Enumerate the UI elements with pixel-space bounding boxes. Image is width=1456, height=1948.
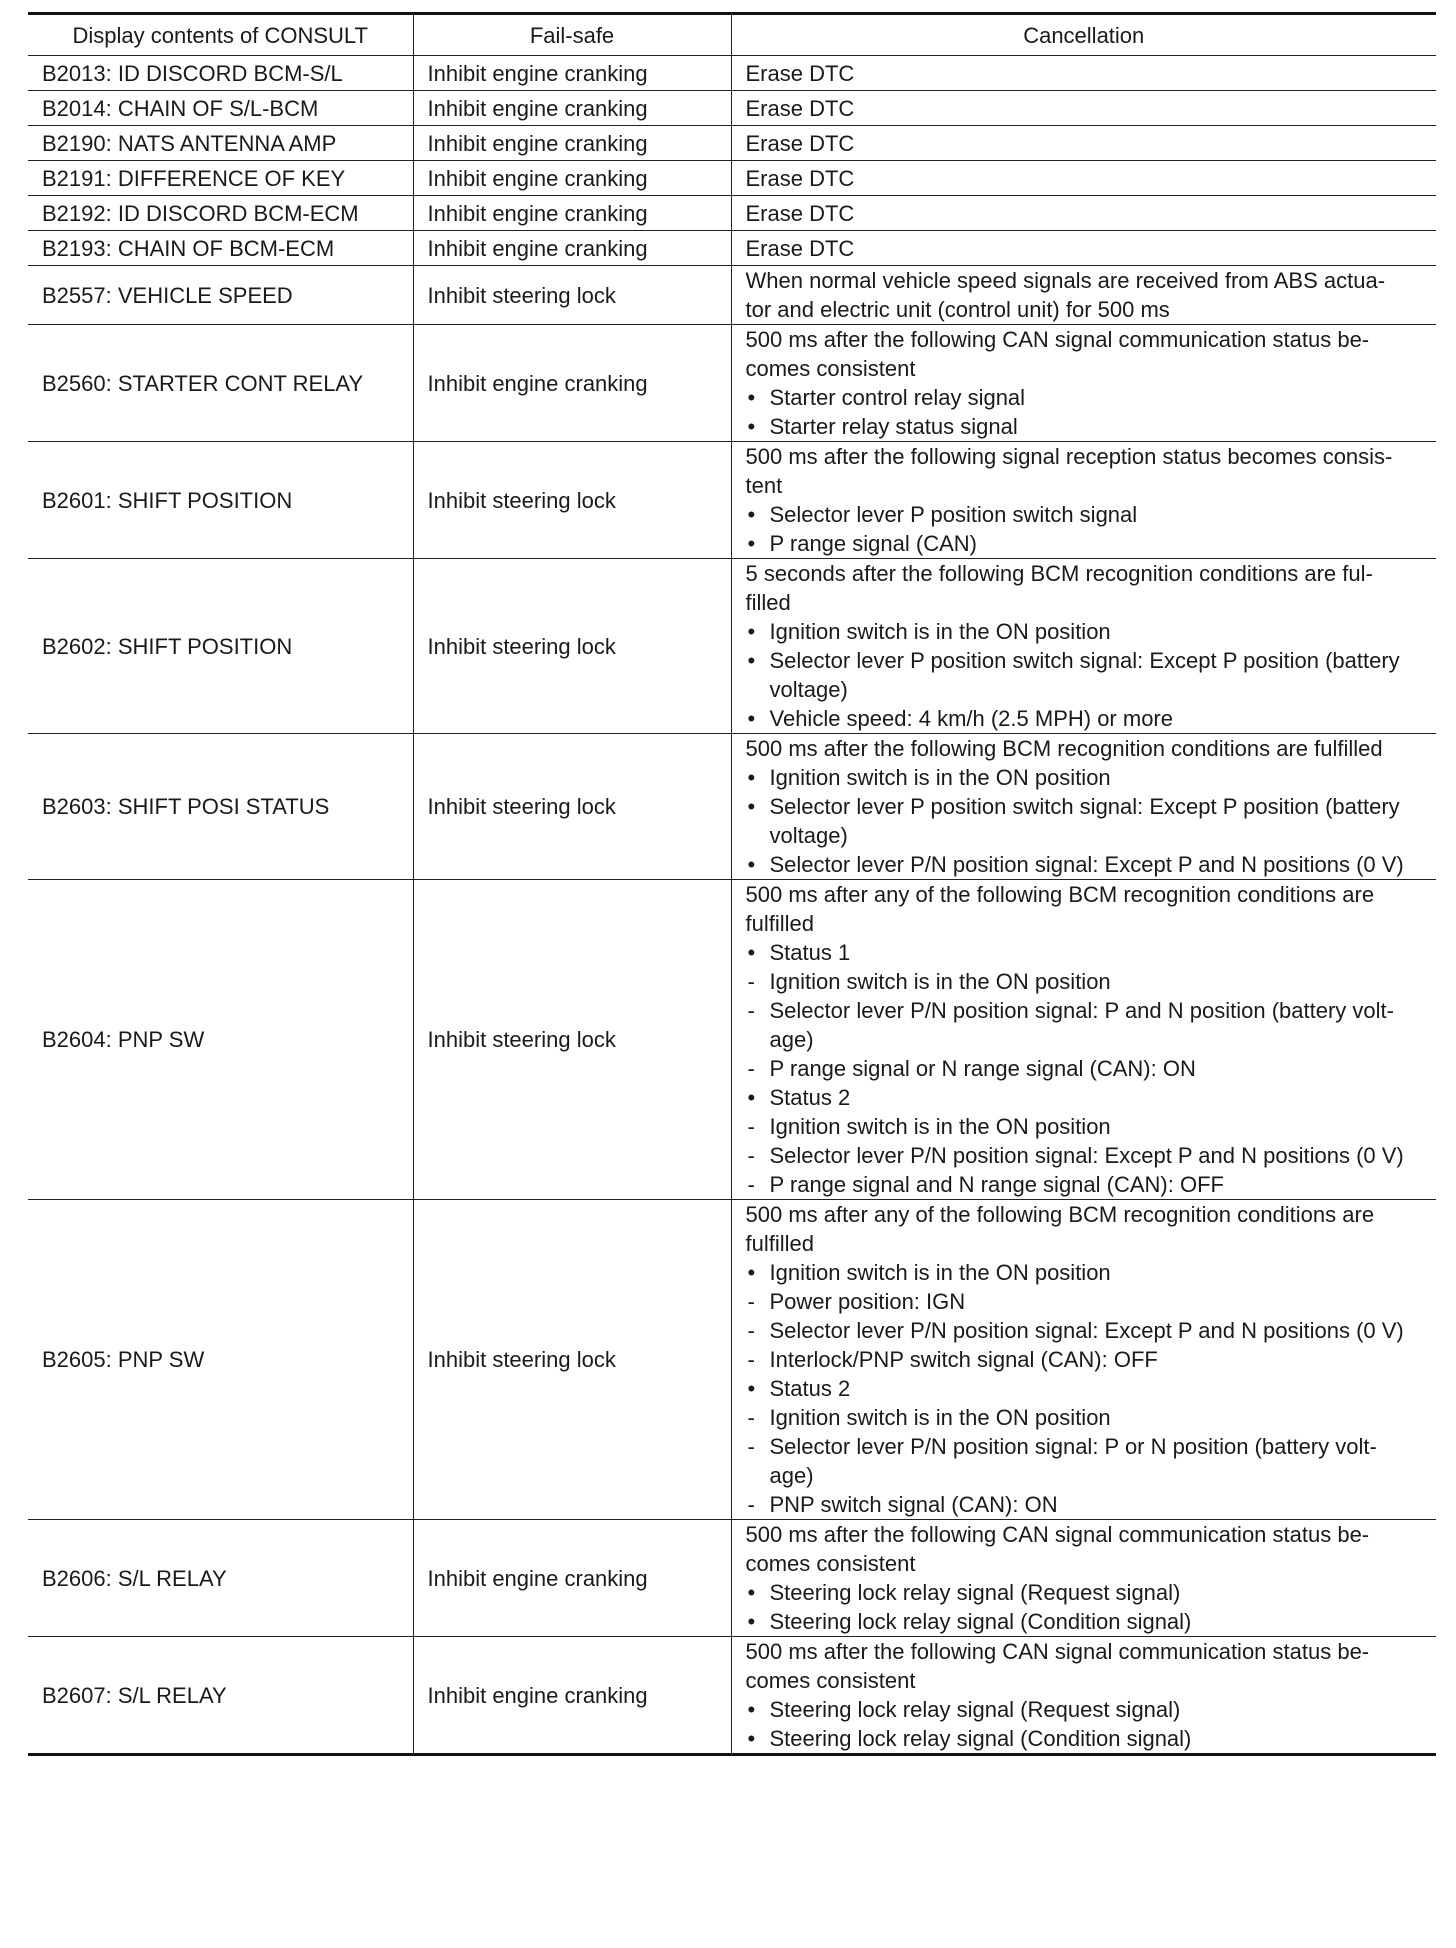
cancellation-cell [731, 91, 1436, 126]
cancellation-item-text: voltage) [769, 677, 848, 702]
cancellation-text: Erase DTC [745, 95, 855, 121]
cancellation-item [746, 792, 1437, 821]
dtc-display-cell: B2603: SHIFT POSI STATUS [28, 734, 413, 880]
dash-marker: - [747, 1347, 755, 1372]
fail-safe-cell: Inhibit steering lock [413, 734, 731, 880]
cancellation-item [746, 1374, 1437, 1403]
dtc-display-cell: B2606: S/L RELAY [28, 1520, 413, 1637]
cancellation-item [746, 1345, 1437, 1374]
cancellation-item [746, 1287, 1437, 1316]
cancellation-item [746, 617, 1437, 646]
cancellation-cell [731, 196, 1436, 231]
cancellation-item-text: Selector lever P/N position signal: P or N position (battery volt- [769, 1434, 1377, 1459]
bullet-marker: • [747, 385, 756, 410]
cancellation-item-text: P range signal or N range signal (CAN): ON [769, 1056, 1196, 1081]
cancellation-item-text: Ignition switch is in the ON position [769, 619, 1111, 644]
dtc-display-cell: B2193: CHAIN OF BCM-ECM [28, 231, 413, 266]
cancellation-item-text: Vehicle speed: 4 km/h (2.5 MPH) or more [769, 706, 1173, 731]
cancellation-item [746, 383, 1437, 412]
cancellation-text: 500 ms after any of the following BCM recognition conditions are [745, 1202, 1375, 1227]
table-header [28, 14, 1436, 56]
cancellation-text: comes consistent [745, 1668, 916, 1693]
cancellation-item-text: P range signal and N range signal (CAN): OFF [769, 1172, 1224, 1197]
cancellation-item [746, 967, 1437, 996]
cancellation-cell [731, 161, 1436, 196]
fail-safe-cell: Inhibit steering lock [413, 559, 731, 734]
fail-safe-cell: Inhibit engine cranking [413, 1520, 731, 1637]
cancellation-item [746, 704, 1437, 733]
fail-safe-cell: Inhibit engine cranking [413, 196, 731, 231]
header-cancellation: Cancellation [731, 14, 1436, 56]
bullet-marker: • [747, 1260, 756, 1285]
cancellation-item-text: Ignition switch is in the ON position [769, 765, 1111, 790]
dtc-display-cell: B2560: STARTER CONT RELAY [28, 325, 413, 442]
table-row [28, 91, 1436, 126]
cancellation-item [746, 1083, 1437, 1112]
cancellation-item-text: Steering lock relay signal (Request signal) [769, 1580, 1181, 1605]
table-row [28, 1200, 1436, 1520]
fail-safe-cell: Inhibit engine cranking [413, 161, 731, 196]
fail-safe-cell: Inhibit steering lock [413, 1200, 731, 1520]
cancellation-item-text: Steering lock relay signal (Condition signal) [769, 1609, 1192, 1634]
cancellation-text: 500 ms after the following CAN signal communication status be- [745, 1639, 1370, 1664]
cancellation-cell [731, 734, 1436, 880]
dash-marker: - [747, 1318, 755, 1343]
cancellation-text: comes consistent [745, 356, 916, 381]
cancellation-item-text: Selector lever P position switch signal: Except P position (battery [769, 794, 1400, 819]
cancellation-text: 500 ms after the following CAN signal communication status be- [745, 1522, 1370, 1547]
cancellation-text: filled [745, 590, 791, 615]
table-row [28, 126, 1436, 161]
header-fail-safe: Fail-safe [413, 14, 731, 56]
fail-safe-cell: Inhibit engine cranking [413, 1637, 731, 1755]
cancellation-text: 500 ms after the following signal reception status becomes consis- [745, 444, 1393, 469]
table-row [28, 56, 1436, 91]
cancellation-item-text: Starter relay status signal [769, 414, 1018, 439]
cancellation-text: 500 ms after any of the following BCM recognition conditions are [745, 882, 1375, 907]
cancellation-item [746, 529, 1437, 558]
fail-safe-cell: Inhibit engine cranking [413, 56, 731, 91]
header-row [28, 14, 1436, 56]
bullet-marker: • [747, 1726, 756, 1751]
bullet-marker: • [747, 1085, 756, 1110]
dash-marker: - [747, 1289, 755, 1314]
bullet-marker: • [747, 706, 756, 731]
cancellation-text: Erase DTC [745, 235, 855, 261]
cancellation-item-text: Ignition switch is in the ON position [769, 1260, 1111, 1285]
bullet-marker: • [747, 531, 756, 556]
cancellation-item-text: Ignition switch is in the ON position [769, 969, 1111, 994]
cancellation-item [746, 1025, 1437, 1054]
bullet-marker: • [747, 1580, 756, 1605]
cancellation-item [746, 1724, 1437, 1753]
cancellation-cell [731, 559, 1436, 734]
cancellation-text: Erase DTC [745, 200, 855, 226]
cancellation-cell [731, 1200, 1436, 1520]
header-display-contents: Display contents of CONSULT [28, 14, 413, 56]
table-body [28, 56, 1436, 1755]
fail-safe-cell: Inhibit engine cranking [413, 91, 731, 126]
cancellation-item-text: Selector lever P/N position signal: Except P and N positions (0 V) [769, 852, 1404, 877]
cancellation-cell [731, 231, 1436, 266]
table-row [28, 734, 1436, 880]
dtc-display-cell: B2604: PNP SW [28, 880, 413, 1200]
dash-marker: - [747, 1172, 755, 1197]
cancellation-item [746, 1490, 1437, 1519]
cancellation-cell [731, 325, 1436, 442]
cancellation-item [746, 675, 1437, 704]
cancellation-item [746, 1258, 1437, 1287]
cancellation-text: Erase DTC [745, 165, 855, 191]
cancellation-item [746, 1432, 1437, 1461]
cancellation-item-text: age) [769, 1463, 814, 1488]
dash-marker: - [747, 969, 755, 994]
dtc-display-cell: B2014: CHAIN OF S/L-BCM [28, 91, 413, 126]
dash-marker: - [747, 1143, 755, 1168]
cancellation-item [746, 821, 1437, 850]
dtc-display-cell: B2013: ID DISCORD BCM-S/L [28, 56, 413, 91]
cancellation-item-text: Selector lever P/N position signal: Except P and N positions (0 V) [769, 1318, 1404, 1343]
fail-safe-cell: Inhibit steering lock [413, 442, 731, 559]
dtc-display-cell: B2601: SHIFT POSITION [28, 442, 413, 559]
fail-safe-cell: Inhibit steering lock [413, 880, 731, 1200]
cancellation-item-text: Ignition switch is in the ON position [769, 1114, 1111, 1139]
bullet-marker: • [747, 852, 756, 877]
cancellation-text: 500 ms after the following CAN signal communication status be- [745, 327, 1370, 352]
dash-marker: - [747, 998, 755, 1023]
cancellation-text: fulfilled [745, 1231, 814, 1256]
cancellation-cell [731, 442, 1436, 559]
dtc-display-cell: B2605: PNP SW [28, 1200, 413, 1520]
fail-safe-cell: Inhibit engine cranking [413, 126, 731, 161]
dtc-display-cell: B2192: ID DISCORD BCM-ECM [28, 196, 413, 231]
bullet-marker: • [747, 648, 756, 673]
bullet-marker: • [747, 794, 756, 819]
bullet-marker: • [747, 1376, 756, 1401]
cancellation-item-text: Status 2 [769, 1376, 851, 1401]
cancellation-text: tor and electric unit (control unit) for 500 ms [745, 297, 1170, 322]
cancellation-item [746, 1112, 1437, 1141]
fail-safe-cell: Inhibit engine cranking [413, 325, 731, 442]
bullet-marker: • [747, 940, 756, 965]
cancellation-item [746, 1054, 1437, 1083]
dash-marker: - [747, 1056, 755, 1081]
cancellation-item [746, 996, 1437, 1025]
table-row [28, 1637, 1436, 1755]
fail-safe-cell: Inhibit engine cranking [413, 231, 731, 266]
cancellation-item [746, 1461, 1437, 1490]
cancellation-item-text: Ignition switch is in the ON position [769, 1405, 1111, 1430]
dash-marker: - [747, 1434, 755, 1459]
cancellation-cell [731, 1637, 1436, 1755]
cancellation-item [746, 646, 1437, 675]
cancellation-item [746, 1578, 1437, 1607]
cancellation-item-text: Status 1 [769, 940, 851, 965]
table-row [28, 559, 1436, 734]
dtc-display-cell: B2607: S/L RELAY [28, 1637, 413, 1755]
cancellation-text: 500 ms after the following BCM recognition conditions are fulfilled [745, 736, 1383, 761]
dtc-display-cell: B2557: VEHICLE SPEED [28, 266, 413, 325]
cancellation-item [746, 412, 1437, 441]
bullet-marker: • [747, 1697, 756, 1722]
dtc-display-cell: B2191: DIFFERENCE OF KEY [28, 161, 413, 196]
dtc-display-cell: B2190: NATS ANTENNA AMP [28, 126, 413, 161]
bullet-marker: • [747, 619, 756, 644]
table-row [28, 442, 1436, 559]
dash-marker: - [747, 1492, 755, 1517]
bullet-marker: • [747, 1609, 756, 1634]
cancellation-item [746, 1607, 1437, 1636]
cancellation-item-text: Interlock/PNP switch signal (CAN): OFF [769, 1347, 1158, 1372]
dtc-display-cell: B2602: SHIFT POSITION [28, 559, 413, 734]
cancellation-item [746, 500, 1437, 529]
cancellation-item [746, 763, 1437, 792]
cancellation-item [746, 850, 1437, 879]
cancellation-text: Erase DTC [745, 130, 855, 156]
table-row [28, 1520, 1436, 1637]
cancellation-item [746, 938, 1437, 967]
cancellation-text: comes consistent [745, 1551, 916, 1576]
cancellation-text: When normal vehicle speed signals are received from ABS actua- [745, 268, 1386, 293]
cancellation-item-text: Power position: IGN [769, 1289, 966, 1314]
table-row [28, 880, 1436, 1200]
bullet-marker: • [747, 414, 756, 439]
cancellation-item-text: Steering lock relay signal (Request signal) [769, 1697, 1181, 1722]
cancellation-item-text: Starter control relay signal [769, 385, 1026, 410]
bullet-marker: • [747, 502, 756, 527]
cancellation-item-text: age) [769, 1027, 814, 1052]
cancellation-text: tent [745, 473, 783, 498]
cancellation-item-text: Selector lever P/N position signal: P and N position (battery volt- [769, 998, 1394, 1023]
cancellation-item-text: Steering lock relay signal (Condition signal) [769, 1726, 1192, 1751]
table-row [28, 266, 1436, 325]
cancellation-cell [731, 880, 1436, 1200]
cancellation-text: Erase DTC [745, 60, 855, 86]
cancellation-item-text: Selector lever P/N position signal: Except P and N positions (0 V) [769, 1143, 1404, 1168]
table-row [28, 161, 1436, 196]
cancellation-item-text: voltage) [769, 823, 848, 848]
cancellation-item [746, 1403, 1437, 1432]
table-row [28, 325, 1436, 442]
cancellation-item-text: Status 2 [769, 1085, 851, 1110]
bullet-marker: • [747, 765, 756, 790]
fail-safe-cell: Inhibit steering lock [413, 266, 731, 325]
cancellation-item-text: Selector lever P position switch signal: Except P position (battery [769, 648, 1400, 673]
cancellation-cell [731, 266, 1436, 325]
cancellation-cell [731, 126, 1436, 161]
cancellation-item-text: Selector lever P position switch signal [769, 502, 1138, 527]
cancellation-cell [731, 56, 1436, 91]
table-row [28, 231, 1436, 266]
failsafe-table [28, 12, 1436, 1756]
table-row [28, 196, 1436, 231]
cancellation-item [746, 1170, 1437, 1199]
cancellation-text: 5 seconds after the following BCM recognition conditions are ful- [745, 561, 1373, 586]
dash-marker: - [747, 1405, 755, 1430]
dash-marker: - [747, 1114, 755, 1139]
cancellation-text: fulfilled [745, 911, 814, 936]
cancellation-item [746, 1695, 1437, 1724]
cancellation-item-text: P range signal (CAN) [769, 531, 977, 556]
cancellation-cell [731, 1520, 1436, 1637]
cancellation-item [746, 1141, 1437, 1170]
cancellation-item-text: PNP switch signal (CAN): ON [769, 1492, 1058, 1517]
cancellation-item [746, 1316, 1437, 1345]
